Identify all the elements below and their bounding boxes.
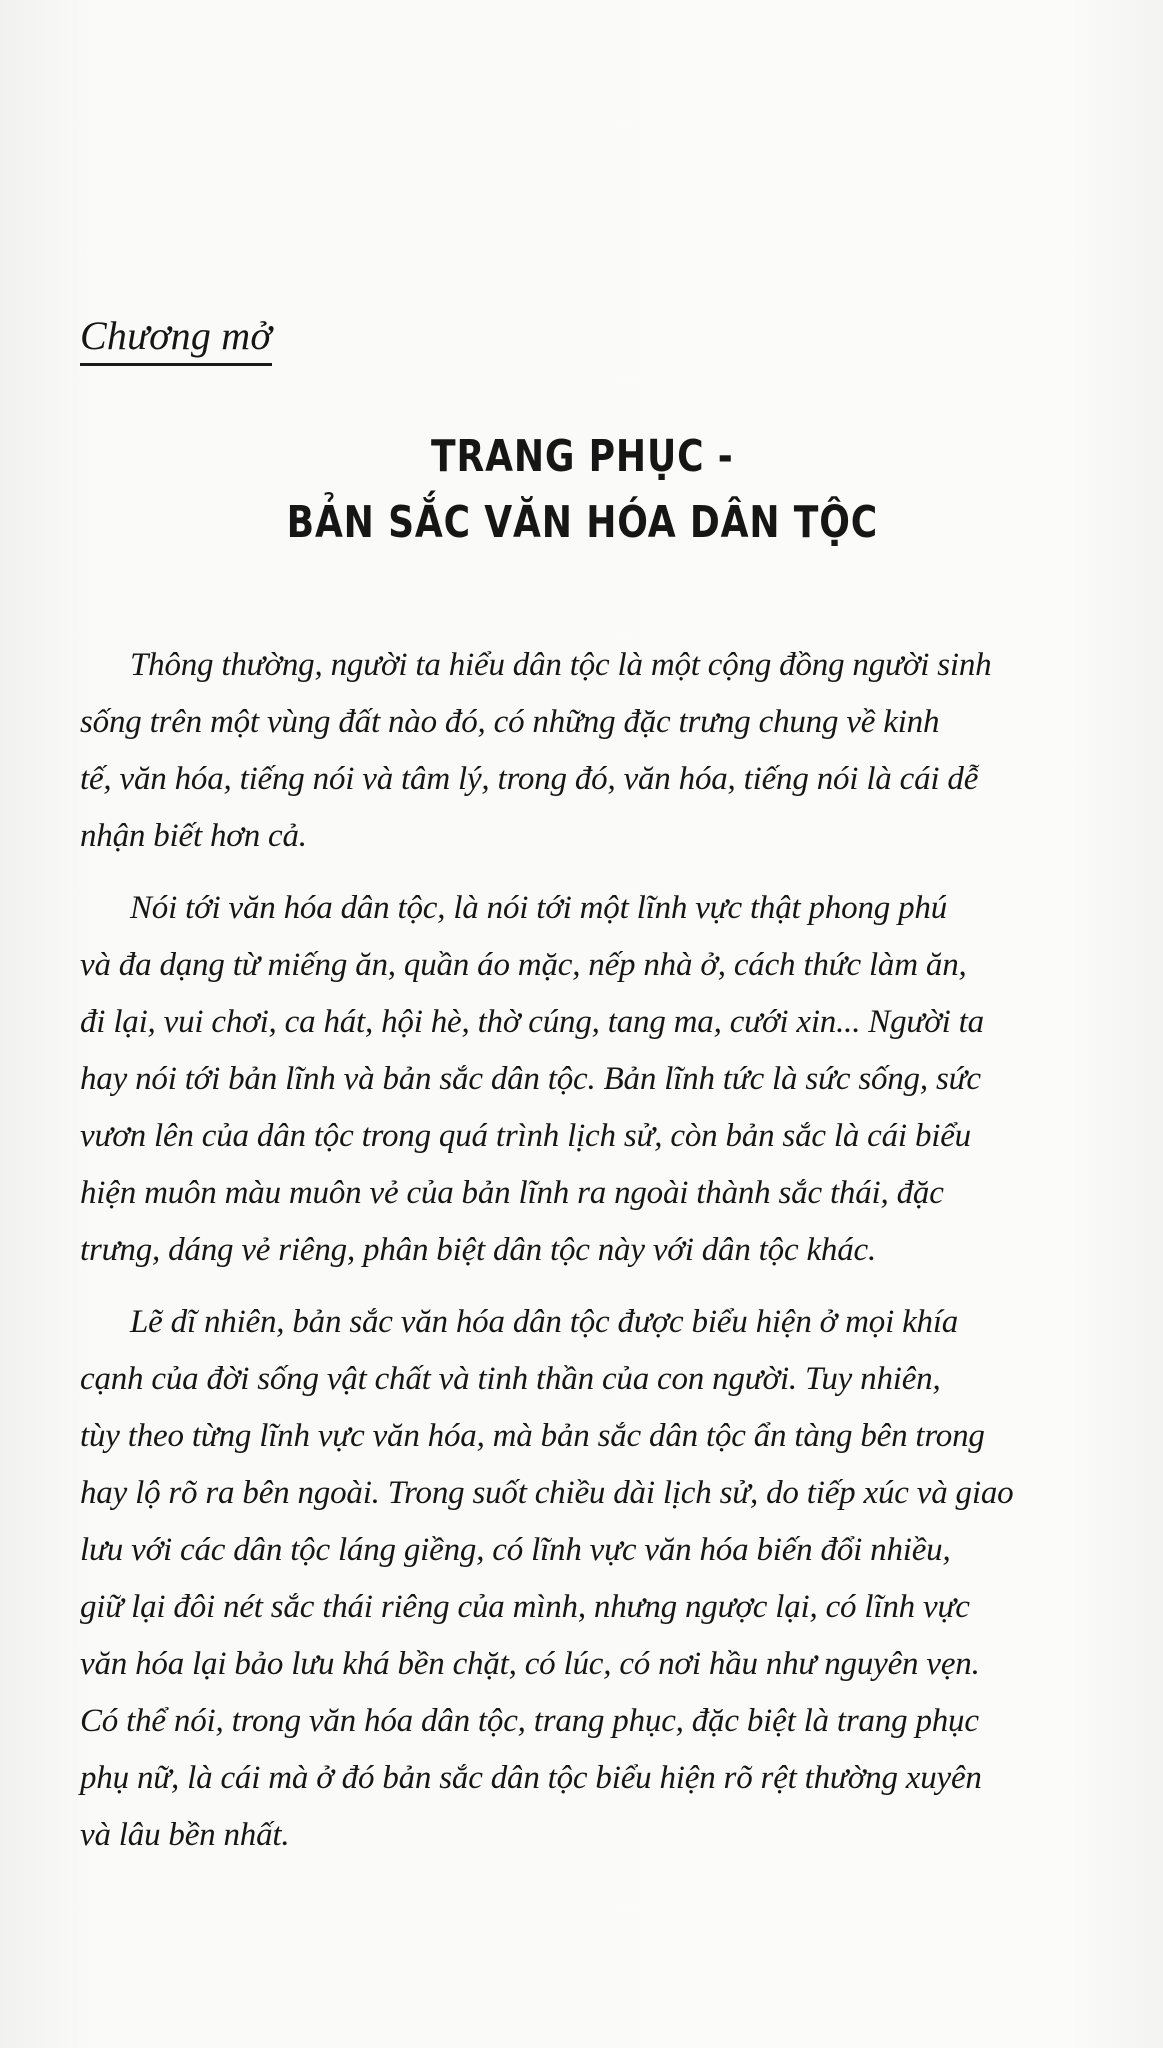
- paragraph: [80, 1294, 1050, 1864]
- chapter-title-line: BẢN SẮC VĂN HÓA DÂN TỘC: [286, 497, 878, 548]
- text-line: và lâu bền nhất.: [80, 1817, 290, 1853]
- chapter-title-line: TRANG PHỤC -: [431, 431, 734, 482]
- text-line: và đa dạng từ miếng ăn, quần áo mặc, nếp nhà ở, cách thức làm ăn,: [80, 947, 967, 983]
- chapter-title: [105, 424, 1059, 556]
- text-line: Có thể nói, trong văn hóa dân tộc, trang phục, đặc biệt là trang phục: [80, 1703, 979, 1739]
- text-line: văn hóa lại bảo lưu khá bền chặt, có lúc, có nơi hầu như nguyên vẹn.: [80, 1646, 980, 1682]
- paragraph: [80, 880, 1050, 1279]
- text-line: tế, văn hóa, tiếng nói và tâm lý, trong đó, văn hóa, tiếng nói là cái dễ: [80, 761, 979, 797]
- text-line: phụ nữ, là cái mà ở đó bản sắc dân tộc biểu hiện rõ rệt thường xuyên: [80, 1760, 982, 1796]
- chapter-label: Chương mở: [80, 310, 272, 366]
- text-line: Nói tới văn hóa dân tộc, là nói tới một lĩnh vực thật phong phú: [130, 890, 947, 926]
- text-line: giữ lại đôi nét sắc thái riêng của mình, nhưng ngược lại, có lĩnh vực: [80, 1589, 970, 1625]
- text-line: nhận biết hơn cả.: [80, 818, 307, 854]
- text-line: trưng, dáng vẻ riêng, phân biệt dân tộc này với dân tộc khác.: [80, 1232, 876, 1268]
- text-line: đi lại, vui chơi, ca hát, hội hè, thờ cúng, tang ma, cưới xin... Người ta: [80, 1004, 984, 1040]
- text-line: cạnh của đời sống vật chất và tinh thần của con người. Tuy nhiên,: [80, 1361, 941, 1397]
- text-line: hay nói tới bản lĩnh và bản sắc dân tộc. Bản lĩnh tức là sức sống, sức: [80, 1061, 981, 1097]
- text-line: vươn lên của dân tộc trong quá trình lịch sử, còn bản sắc là cái biểu: [80, 1118, 971, 1154]
- text-line: tùy theo từng lĩnh vực văn hóa, mà bản sắc dân tộc ẩn tàng bên trong: [80, 1418, 985, 1454]
- text-line: sống trên một vùng đất nào đó, có những đặc trưng chung về kinh: [80, 704, 940, 740]
- paragraph: [80, 637, 1050, 865]
- body-text: [80, 637, 1050, 1879]
- text-line: Lẽ dĩ nhiên, bản sắc văn hóa dân tộc được biểu hiện ở mọi khía: [130, 1304, 959, 1340]
- text-line: hiện muôn màu muôn vẻ của bản lĩnh ra ngoài thành sắc thái, đặc: [80, 1175, 944, 1211]
- text-line: Thông thường, người ta hiểu dân tộc là một cộng đồng người sinh: [130, 647, 992, 683]
- text-line: lưu với các dân tộc láng giềng, có lĩnh vực văn hóa biến đổi nhiều,: [80, 1532, 951, 1568]
- text-line: hay lộ rõ ra bên ngoài. Trong suốt chiều dài lịch sử, do tiếp xúc và giao: [80, 1475, 1014, 1511]
